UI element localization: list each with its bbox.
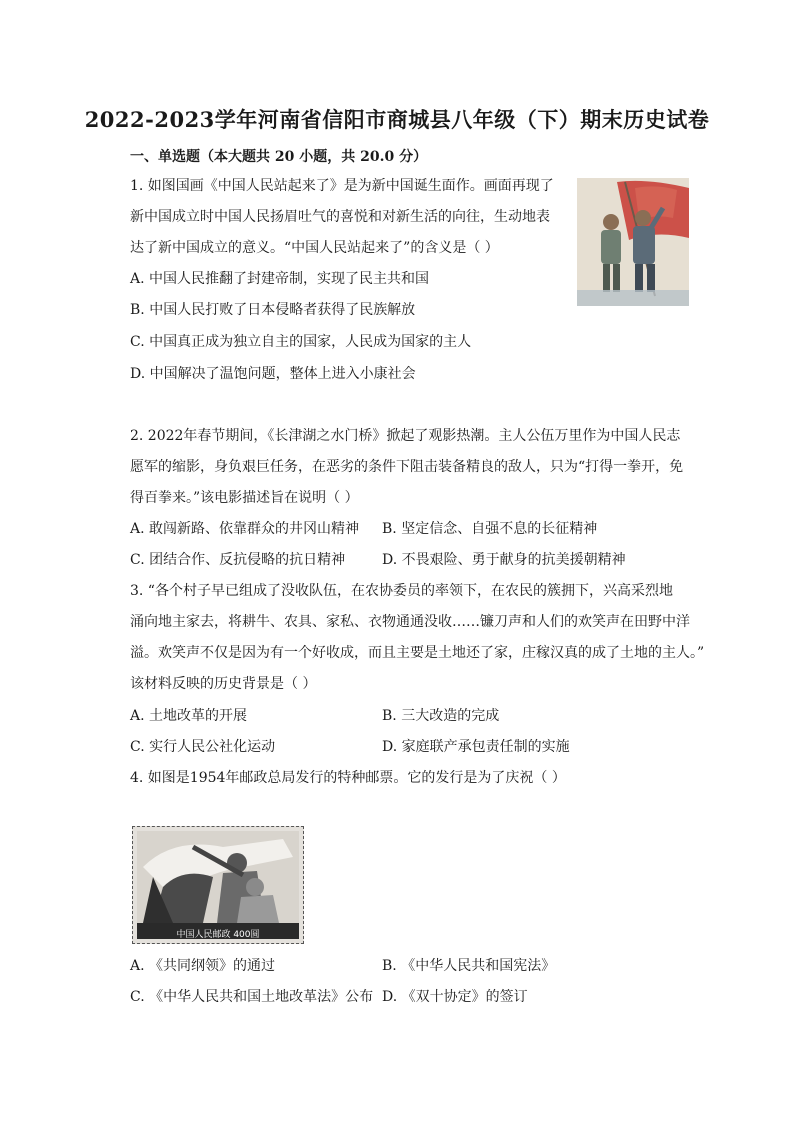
q4-option-a: A. 《共同纲领》的通过: [130, 958, 276, 974]
q2-line-2: 愿军的缩影，身负艰巨任务，在恶劣的条件下阻击装备精良的敌人，只为“打得一拳开，免: [130, 459, 684, 475]
q1-option-a: A. 中国人民推翻了封建帝制，实现了民主共和国: [130, 271, 430, 287]
page-title: 2022-2023学年河南省信阳市商城县八年级（下）期末历史试卷: [84, 107, 710, 132]
q3-line-3: 溢。欢笑声不仅是因为有一个好收成，而且主要是土地还了家，庄稼汉真的成了土地的主人。”: [130, 645, 705, 661]
section-heading: 一、单选题（本大题共 20 小题，共 20.0 分）: [130, 149, 428, 165]
q3-option-d: D. 家庭联产承包责任制的实施: [382, 739, 570, 755]
q3-option-b: B. 三大改造的完成: [382, 708, 500, 724]
stamp-image: [132, 826, 304, 944]
q2-option-a: A. 敢闯新路、依靠群众的井冈山精神: [130, 521, 360, 537]
q4-option-b: B. 《中华人民共和国宪法》: [382, 958, 556, 974]
q4-option-d: D. 《双十协定》的签订: [382, 989, 528, 1005]
q3-line-2: 涌向地主家去，将耕牛、农具、家私、衣物通通没收……镰刀声和人们的欢笑声在田野中洋: [130, 614, 690, 630]
q2-line-3: 得百拳来。”该电影描述旨在说明（ ）: [130, 490, 359, 506]
q2-option-c: C. 团结合作、反抗侵略的抗日精神: [130, 552, 346, 568]
q1-line-3: 达了新中国成立的意义。“中国人民站起来了”的含义是（ ）: [130, 240, 499, 256]
q2-option-d: D. 不畏艰险、勇于献身的抗美援朝精神: [382, 552, 626, 568]
q4-option-c: C. 《中华人民共和国土地改革法》公布: [130, 989, 374, 1005]
q1-line-1: 1. 如图国画《中国人民站起来了》是为新中国诞生面作。画面再现了: [130, 178, 554, 194]
q3-option-a: A. 土地改革的开展: [130, 708, 248, 724]
stamp-caption: 中国人民邮政 400圆: [176, 930, 260, 940]
q2-option-b: B. 坚定信念、自强不息的长征精神: [382, 521, 598, 537]
q3-option-c: C. 实行人民公社化运动: [130, 739, 276, 755]
painting-image: [577, 178, 689, 306]
q1-option-c: C. 中国真正成为独立自主的国家，人民成为国家的主人: [130, 334, 472, 350]
q3-line-1: 3. “各个村子早已组成了没收队伍，在农协委员的率领下，在农民的簇拥下，兴高采烈地: [130, 583, 673, 599]
q3-line-4: 该材料反映的历史背景是（ ）: [130, 676, 317, 692]
q1-option-d: D. 中国解决了温饱问题，整体上进入小康社会: [130, 366, 416, 382]
q4-line-1: 4. 如图是1954年邮政总局发行的特种邮票。它的发行是为了庆祝（ ）: [130, 770, 566, 786]
q1-option-b: B. 中国人民打败了日本侵略者获得了民族解放: [130, 302, 416, 318]
q1-line-2: 新中国成立时中国人民扬眉吐气的喜悦和对新生活的向往，生动地表: [130, 209, 550, 225]
q2-line-1: 2. 2022年春节期间，《长津湖之水门桥》掀起了观影热潮。主人公伍万里作为中国人民志: [130, 428, 681, 444]
